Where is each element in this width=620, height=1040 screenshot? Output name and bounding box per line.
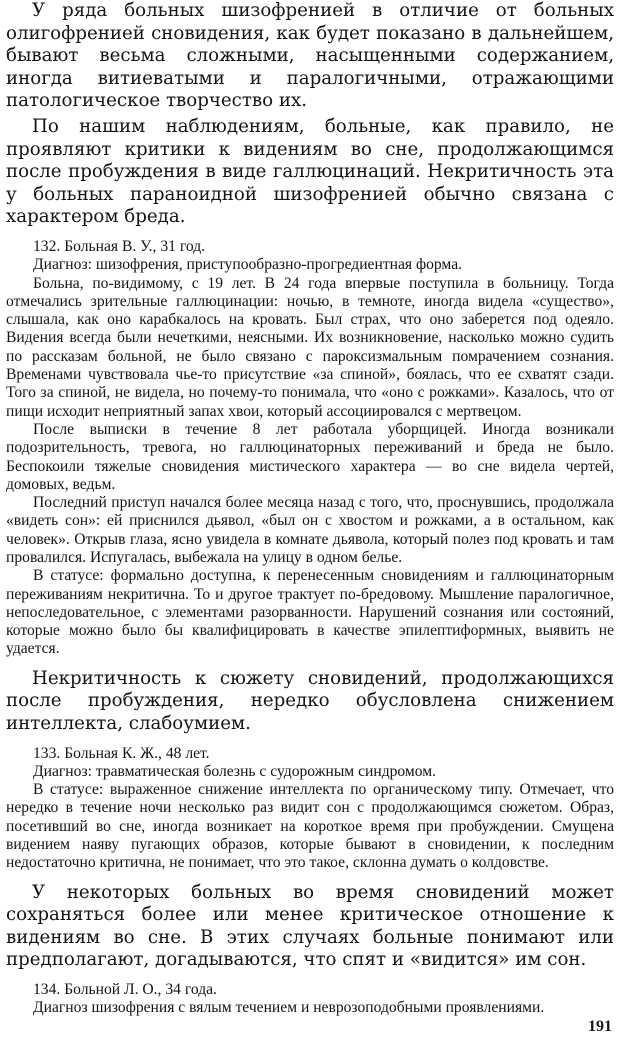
case-text: В статусе: формально доступна, к перенесенным сновидениям и галлюцинаторным переживаниям некритична. То и другое трактует по-бредовому. Мышление паралогичное, непоследовательное, с элементами разорванности. Нарушений сознания или состояний, которые можно было бы квалифицировать в качестве эпилептиформных, выявить не удается. bbox=[6, 567, 614, 658]
case-text: Последний приступ начался более месяца назад с того, что, проснувшись, продолжала «видеть сон»: ей приснился дьявол, «был он с хвостом и рожками, а в остальном, как человек». Открыв глаза, ясно увидела в комнате дьявола, который полез под кровать и там провалился. Испугалась, выбежала на улицу в одном белье. bbox=[6, 494, 614, 566]
case-heading: 133. Больная К. Ж., 48 лет. bbox=[33, 744, 210, 762]
case-134 bbox=[6, 981, 614, 1018]
case-heading: 134. Больной Л. О., 34 года. bbox=[33, 981, 217, 998]
book-page bbox=[6, 0, 614, 1018]
case-diagnosis: Диагноз: шизофрения, приступообразно-прогредиентная форма. bbox=[33, 256, 463, 274]
paragraph-criticism: По нашим наблюдениям, больные, как правило, не проявляют критики к видениям во сне, продолжающимся после пробуждения в виде галлюцинаций. Некритичность эта у больных параноидной шизофренией обычно связана с характером бреда. bbox=[6, 115, 614, 228]
case-133 bbox=[6, 745, 614, 873]
case-diagnosis: Диагноз: травматическая болезнь с судорожным синдромом. bbox=[33, 762, 437, 780]
case-text: В статусе: выраженное снижение интеллекта по органическому типу. Отмечает, что нередко в течение ночи несколько раз видит сон с продолжающимся сюжетом. Образ, посетивший во сне, иногда возникает на короткое время при пробуждении. Смущена видением наяву пугающих образов, которые бывают в сновидении, к последним недостаточно критична, не понимает, что это такое, склонна думать о колдовстве. bbox=[6, 781, 614, 872]
case-heading: 132. Больная В. У., 31 год. bbox=[33, 237, 206, 255]
paragraph-dementia: Некритичность к сюжету сновидений, продолжающихся после пробуждения, нередко обусловлена снижением интеллекта, слабоумием. bbox=[6, 667, 614, 734]
paragraph-critical-attitude: У некоторых больных во время сновидений может сохраняться более или менее критическое отношение к видениям во сне. В этих случаях больные понимают или предполагают, догадываются, что спят и «видится» им сон. bbox=[6, 881, 614, 971]
case-text: После выписки в течение 8 лет работала уборщицей. Иногда возникали подозрительность, тревога, но галлюцинаторных переживаний и бреда не было. Беспокоили тяжелые сновидения мистического характера — во сне видела чертей, домовых, ведьм. bbox=[6, 420, 614, 493]
case-text: Больна, по-видимому, с 19 лет. В 24 года впервые поступила в больницу. Тогда отмечались зрительные галлюцинации: ночью, в темноте, иногда видела «существо», слышала, как оно карабкалось на кровать. Был страх, что оно заберется под одеяло. Видения всегда были нечеткими, неясными. Их возникновение, насколько можно судить по рассказам больной, не было связано с пароксизмальным помрачением сознания. Временами чувствовала чье-то присутствие «за спиной», боялась, что ее схватят сзади. Того за спиной, не видела, но почему-то понимала, что «оно с рожками». Казалось, что от пищи исходит неприятный запах хвои, который ассоциировался с мертвецом. bbox=[6, 274, 614, 420]
page-number: 191 bbox=[588, 1018, 612, 1035]
case-132 bbox=[6, 238, 614, 659]
paragraph-intro-dreams: У ряда больных шизофренией в отличие от больных олигофренией сновидения, как будет показано в дальнейшем, бывают весьма сложными, насыщенными содержанием, иногда витиеватыми и паралогичными, отражающими патологическое творчество их. bbox=[6, 0, 614, 112]
case-diagnosis: Диагноз шизофрения с вялым течением и неврозоподобными проявлениями. bbox=[33, 999, 545, 1017]
